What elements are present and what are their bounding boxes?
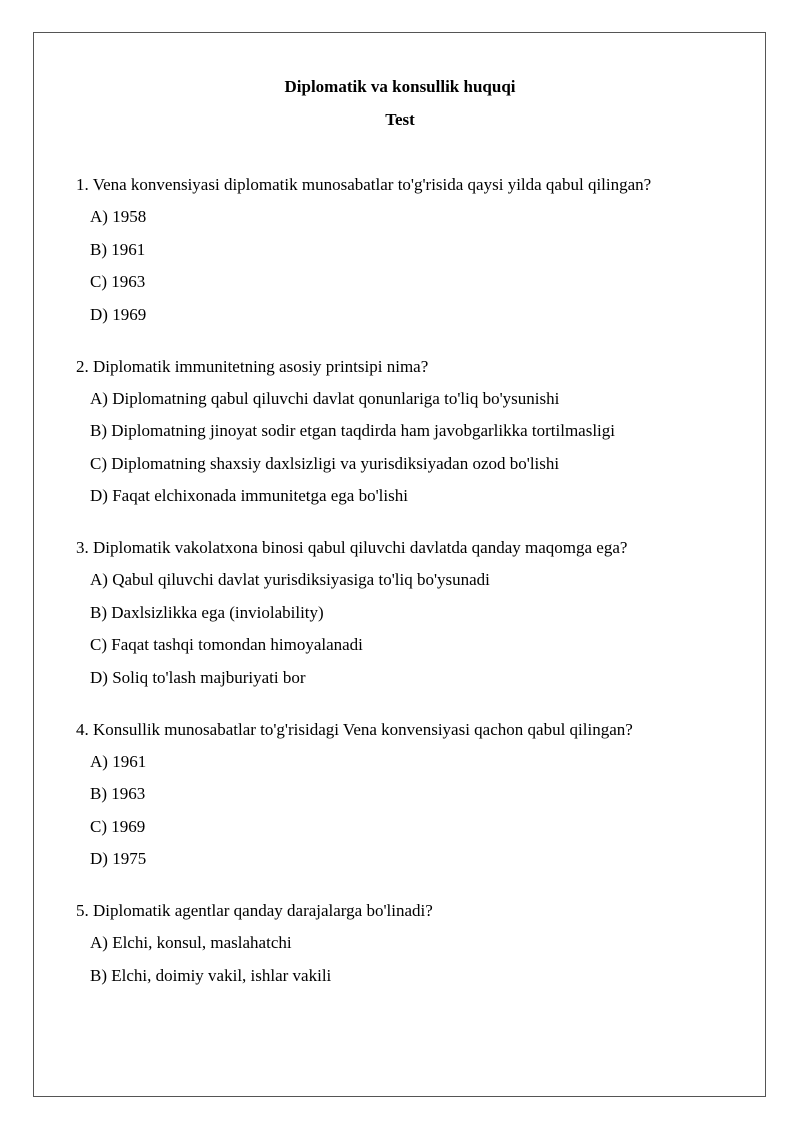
answer-option-a: A) Qabul qiluvchi davlat yurisdiksiyasiga to'liq bo'ysunadi <box>90 570 490 589</box>
answer-option-b: B) Daxlsizlikka ega (inviolability) <box>90 602 324 622</box>
answer-option-a: A) 1958 <box>90 207 147 226</box>
question-4 <box>76 720 756 870</box>
question-text: 2. Diplomatik immunitetning asosiy printsipi nima? <box>76 356 429 376</box>
answer-option-a: A) 1961 <box>90 751 147 771</box>
answer-option-b: B) Elchi, doimiy vakil, ishlar vakili <box>90 965 332 985</box>
question-list <box>76 175 756 1018</box>
answer-option-d: D) Soliq to'lash majburiyati bor <box>90 667 306 687</box>
answer-option-c: C) 1963 <box>90 272 146 291</box>
question-1 <box>76 175 756 325</box>
question-2 <box>76 357 756 507</box>
question-text: 4. Konsullik munosabatlar to'g'risidagi Vena konvensiyasi qachon qabul qilingan? <box>76 719 633 739</box>
question-text: 3. Diplomatik vakolatxona binosi qabul qiluvchi davlatda qanday maqomga ega? <box>76 538 628 557</box>
answer-option-b: B) 1963 <box>90 784 146 803</box>
document-title: Diplomatik va konsullik huquqi <box>284 77 516 96</box>
answer-option-c: C) Faqat tashqi tomondan himoyalanadi <box>90 635 363 654</box>
answer-option-c: C) Diplomatning shaxsiy daxlsizligi va yurisdiksiyadan ozod bo'lishi <box>90 453 560 473</box>
answer-option-a: A) Diplomatning qabul qiluvchi davlat qonunlariga to'liq bo'ysunishi <box>90 388 560 408</box>
question-text: 5. Diplomatik agentlar qanday darajalarga bo'linadi? <box>76 901 433 920</box>
answer-option-d: D) 1969 <box>90 304 147 324</box>
document-subtitle: Test <box>385 110 415 129</box>
answer-option-c: C) 1969 <box>90 816 146 836</box>
answer-option-b: B) Diplomatning jinoyat sodir etgan taqdirda ham javobgarlikka tortilmasligi <box>90 421 616 440</box>
question-text: 1. Vena konvensiyasi diplomatik munosabatlar to'g'risida qaysi yilda qabul qilingan? <box>76 175 652 194</box>
question-3 <box>76 538 756 688</box>
answer-option-b: B) 1961 <box>90 239 146 259</box>
answer-option-a: A) Elchi, konsul, maslahatchi <box>90 933 292 952</box>
answer-option-d: D) Faqat elchixonada immunitetga ega bo'lishi <box>90 486 408 505</box>
answer-option-d: D) 1975 <box>90 849 147 868</box>
question-5 <box>76 901 756 986</box>
